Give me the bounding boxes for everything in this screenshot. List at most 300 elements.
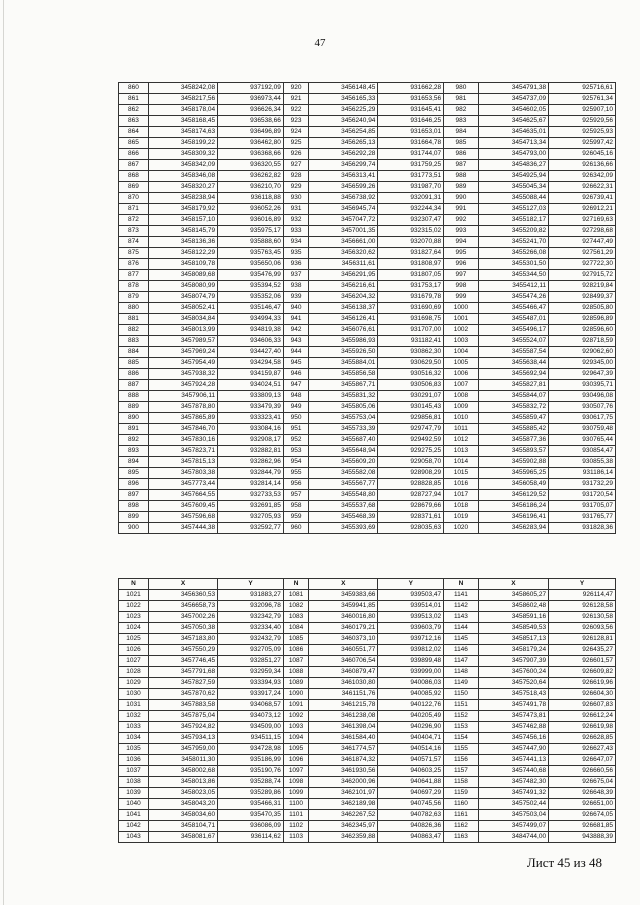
- y-coordinate-cell: 930506,83: [378, 380, 444, 391]
- x-coordinate-cell: 3458043,20: [148, 799, 217, 810]
- x-coordinate-cell: 3458199,22: [148, 138, 217, 149]
- x-coordinate-cell: 3457830,16: [148, 435, 217, 446]
- point-number-cell: 885: [119, 358, 149, 369]
- x-coordinate-cell: 3456204,32: [309, 292, 378, 303]
- y-coordinate-cell: 925997,42: [549, 138, 616, 149]
- x-coordinate-cell: 3456658,73: [148, 601, 217, 612]
- y-coordinate-cell: 940404,71: [378, 733, 444, 744]
- point-number-cell: 950: [283, 413, 308, 424]
- x-coordinate-cell: 3458346,08: [148, 171, 217, 182]
- y-coordinate-cell: 926612,24: [549, 711, 616, 722]
- point-number-cell: 891: [119, 424, 149, 435]
- table-row: [119, 281, 616, 292]
- y-coordinate-cell: 931679,78: [378, 292, 444, 303]
- x-coordinate-cell: 3454713,34: [478, 138, 548, 149]
- y-coordinate-cell: 926651,00: [549, 799, 616, 810]
- x-coordinate-cell: 3457491,32: [478, 788, 548, 799]
- x-coordinate-cell: 3457518,43: [478, 689, 548, 700]
- x-coordinate-cell: 3457907,39: [478, 656, 548, 667]
- point-number-cell: 955: [283, 468, 308, 479]
- column-header: Y: [549, 579, 616, 590]
- table-row: [119, 424, 616, 435]
- point-number-cell: 1147: [444, 656, 479, 667]
- x-coordinate-cell: 3457959,00: [148, 744, 217, 755]
- x-coordinate-cell: 3457878,80: [148, 402, 217, 413]
- table-row: [119, 590, 616, 601]
- x-coordinate-cell: 3457773,44: [148, 479, 217, 490]
- x-coordinate-cell: 3457503,04: [478, 810, 548, 821]
- table-row: [119, 336, 616, 347]
- x-coordinate-cell: 3456292,28: [309, 149, 378, 160]
- table-row: [119, 457, 616, 468]
- x-coordinate-cell: 3456945,74: [309, 204, 378, 215]
- column-header: Y: [378, 579, 444, 590]
- x-coordinate-cell: 3458080,99: [148, 281, 217, 292]
- point-number-cell: 877: [119, 270, 149, 281]
- x-coordinate-cell: 3459941,85: [309, 601, 378, 612]
- point-number-cell: 1089: [283, 678, 308, 689]
- point-number-cell: 1014: [444, 457, 479, 468]
- x-coordinate-cell: 3457924,28: [148, 380, 217, 391]
- point-number-cell: 1039: [119, 788, 149, 799]
- x-coordinate-cell: 3458591,16: [478, 612, 548, 623]
- y-coordinate-cell: 931753,17: [378, 281, 444, 292]
- table-row: [119, 777, 616, 788]
- point-number-cell: 876: [119, 259, 149, 270]
- x-coordinate-cell: 3457870,62: [148, 689, 217, 700]
- x-coordinate-cell: 3455827,81: [478, 380, 548, 391]
- table-row: [119, 292, 616, 303]
- table-row: [119, 667, 616, 678]
- point-number-cell: 1094: [283, 733, 308, 744]
- y-coordinate-cell: 933323,41: [218, 413, 284, 424]
- point-number-cell: 881: [119, 314, 149, 325]
- point-number-cell: 1157: [444, 766, 479, 777]
- point-number-cell: 982: [444, 105, 479, 116]
- point-number-cell: 953: [283, 446, 308, 457]
- point-number-cell: 920: [283, 83, 308, 94]
- y-coordinate-cell: 940571,57: [378, 755, 444, 766]
- y-coordinate-cell: 936052,26: [218, 204, 284, 215]
- point-number-cell: 865: [119, 138, 149, 149]
- x-coordinate-cell: 3455548,80: [309, 490, 378, 501]
- y-coordinate-cell: 931664,78: [378, 138, 444, 149]
- y-coordinate-cell: 932691,85: [218, 501, 284, 512]
- point-number-cell: 944: [283, 347, 308, 358]
- y-coordinate-cell: 925907,10: [549, 105, 616, 116]
- y-coordinate-cell: 935186,99: [218, 755, 284, 766]
- point-number-cell: 922: [283, 105, 308, 116]
- x-coordinate-cell: 3457827,59: [148, 678, 217, 689]
- point-number-cell: 1012: [444, 435, 479, 446]
- point-number-cell: 994: [444, 237, 479, 248]
- point-number-cell: 1101: [283, 810, 308, 821]
- point-number-cell: 900: [119, 523, 149, 534]
- point-number-cell: 925: [283, 138, 308, 149]
- x-coordinate-cell: 3457924,82: [148, 722, 217, 733]
- y-coordinate-cell: 936262,82: [218, 171, 284, 182]
- point-number-cell: 990: [444, 193, 479, 204]
- point-number-cell: 1161: [444, 810, 479, 821]
- column-header: X: [478, 579, 548, 590]
- x-coordinate-cell: 3455753,04: [309, 413, 378, 424]
- y-coordinate-cell: 928596,89: [549, 314, 616, 325]
- point-number-cell: 879: [119, 292, 149, 303]
- y-coordinate-cell: 940086,03: [378, 678, 444, 689]
- x-coordinate-cell: 3461774,57: [309, 744, 378, 755]
- point-number-cell: 1142: [444, 601, 479, 612]
- y-coordinate-cell: 926619,96: [549, 678, 616, 689]
- x-coordinate-cell: 3457989,57: [148, 336, 217, 347]
- y-coordinate-cell: 936496,89: [218, 127, 284, 138]
- point-number-cell: 1043: [119, 832, 149, 843]
- x-coordinate-cell: 3455893,57: [478, 446, 548, 457]
- y-coordinate-cell: 936368,66: [218, 149, 284, 160]
- x-coordinate-cell: 3461874,32: [309, 755, 378, 766]
- point-number-cell: 1018: [444, 501, 479, 512]
- x-coordinate-cell: 3455524,07: [478, 336, 548, 347]
- y-coordinate-cell: 932096,78: [218, 601, 284, 612]
- y-coordinate-cell: 935466,31: [218, 799, 284, 810]
- point-number-cell: 987: [444, 160, 479, 171]
- y-coordinate-cell: 935975,17: [218, 226, 284, 237]
- y-coordinate-cell: 935650,06: [218, 259, 284, 270]
- point-number-cell: 1090: [283, 689, 308, 700]
- point-number-cell: 940: [283, 303, 308, 314]
- x-coordinate-cell: 3455885,42: [478, 424, 548, 435]
- x-coordinate-cell: 3457600,24: [478, 667, 548, 678]
- point-number-cell: 996: [444, 259, 479, 270]
- y-coordinate-cell: 933809,13: [218, 391, 284, 402]
- x-coordinate-cell: 3460879,47: [309, 667, 378, 678]
- point-number-cell: 882: [119, 325, 149, 336]
- table-row: [119, 237, 616, 248]
- point-number-cell: 931: [283, 204, 308, 215]
- table-row: [119, 634, 616, 645]
- y-coordinate-cell: 943888,39: [549, 832, 616, 843]
- table-row: [119, 479, 616, 490]
- y-coordinate-cell: 932814,14: [218, 479, 284, 490]
- x-coordinate-cell: 3456599,26: [309, 182, 378, 193]
- point-number-cell: 1000: [444, 303, 479, 314]
- y-coordinate-cell: 929492,59: [378, 435, 444, 446]
- y-coordinate-cell: 926609,82: [549, 667, 616, 678]
- y-coordinate-cell: 935288,74: [218, 777, 284, 788]
- point-number-cell: 1005: [444, 358, 479, 369]
- point-number-cell: 946: [283, 369, 308, 380]
- point-number-cell: 985: [444, 138, 479, 149]
- x-coordinate-cell: 3457883,58: [148, 700, 217, 711]
- y-coordinate-cell: 931807,05: [378, 270, 444, 281]
- x-coordinate-cell: 3460016,80: [309, 612, 378, 623]
- point-number-cell: 1153: [444, 722, 479, 733]
- table-row: [119, 645, 616, 656]
- point-number-cell: 1160: [444, 799, 479, 810]
- y-coordinate-cell: 939899,48: [378, 656, 444, 667]
- point-number-cell: 1036: [119, 755, 149, 766]
- y-coordinate-cell: 935888,60: [218, 237, 284, 248]
- y-coordinate-cell: 936086,09: [218, 821, 284, 832]
- point-number-cell: 1103: [283, 832, 308, 843]
- x-coordinate-cell: 3458517,13: [478, 634, 548, 645]
- x-coordinate-cell: 3455344,50: [478, 270, 548, 281]
- point-number-cell: 873: [119, 226, 149, 237]
- table-row: [119, 149, 616, 160]
- x-coordinate-cell: 3460179,21: [309, 623, 378, 634]
- table-row: [119, 832, 616, 843]
- x-coordinate-cell: 3457969,24: [148, 347, 217, 358]
- point-number-cell: 1030: [119, 689, 149, 700]
- y-coordinate-cell: 936538,66: [218, 116, 284, 127]
- y-coordinate-cell: 926647,07: [549, 755, 616, 766]
- x-coordinate-cell: 3455884,01: [309, 358, 378, 369]
- point-number-cell: 934: [283, 237, 308, 248]
- coordinates-table-2: [118, 578, 616, 843]
- point-number-cell: 1010: [444, 413, 479, 424]
- point-number-cell: 1098: [283, 777, 308, 788]
- point-number-cell: 983: [444, 116, 479, 127]
- y-coordinate-cell: 931987,70: [378, 182, 444, 193]
- point-number-cell: 884: [119, 347, 149, 358]
- y-coordinate-cell: 928219,84: [549, 281, 616, 292]
- x-coordinate-cell: 3457906,11: [148, 391, 217, 402]
- y-coordinate-cell: 931186,14: [549, 468, 616, 479]
- y-coordinate-cell: 935289,86: [218, 788, 284, 799]
- y-coordinate-cell: 928596,60: [549, 325, 616, 336]
- point-number-cell: 890: [119, 413, 149, 424]
- point-number-cell: 939: [283, 292, 308, 303]
- x-coordinate-cell: 3458002,68: [148, 766, 217, 777]
- point-number-cell: 866: [119, 149, 149, 160]
- y-coordinate-cell: 932244,34: [378, 204, 444, 215]
- x-coordinate-cell: 3458122,29: [148, 248, 217, 259]
- point-number-cell: 1002: [444, 325, 479, 336]
- y-coordinate-cell: 940603,25: [378, 766, 444, 777]
- y-coordinate-cell: 930617,75: [549, 413, 616, 424]
- y-coordinate-cell: 932342,79: [218, 612, 284, 623]
- y-coordinate-cell: 930629,50: [378, 358, 444, 369]
- coordinates-table-2-body: [119, 590, 616, 843]
- x-coordinate-cell: 3455587,54: [478, 347, 548, 358]
- x-coordinate-cell: 3458109,78: [148, 259, 217, 270]
- x-coordinate-cell: 3455856,58: [309, 369, 378, 380]
- y-coordinate-cell: 928371,61: [378, 512, 444, 523]
- y-coordinate-cell: 934024,51: [218, 380, 284, 391]
- x-coordinate-cell: 3458104,71: [148, 821, 217, 832]
- x-coordinate-cell: 3462101,97: [309, 788, 378, 799]
- point-number-cell: 993: [444, 226, 479, 237]
- x-coordinate-cell: 3458242,08: [148, 83, 217, 94]
- point-number-cell: 861: [119, 94, 149, 105]
- y-coordinate-cell: 939999,00: [378, 667, 444, 678]
- point-number-cell: 999: [444, 292, 479, 303]
- x-coordinate-cell: 3455687,40: [309, 435, 378, 446]
- y-coordinate-cell: 935476,99: [218, 270, 284, 281]
- x-coordinate-cell: 3455045,34: [478, 182, 548, 193]
- point-number-cell: 870: [119, 193, 149, 204]
- y-coordinate-cell: 931645,41: [378, 105, 444, 116]
- y-coordinate-cell: 930854,47: [549, 446, 616, 457]
- point-number-cell: 937: [283, 270, 308, 281]
- y-coordinate-cell: 940697,29: [378, 788, 444, 799]
- y-coordinate-cell: 926648,39: [549, 788, 616, 799]
- y-coordinate-cell: 927298,68: [549, 226, 616, 237]
- y-coordinate-cell: 934606,33: [218, 336, 284, 347]
- x-coordinate-cell: 3458034,84: [148, 314, 217, 325]
- point-number-cell: 1029: [119, 678, 149, 689]
- x-coordinate-cell: 3457499,07: [478, 821, 548, 832]
- y-coordinate-cell: 936973,44: [218, 94, 284, 105]
- x-coordinate-cell: 3455127,03: [478, 204, 548, 215]
- x-coordinate-cell: 3457440,68: [478, 766, 548, 777]
- table-row: [119, 226, 616, 237]
- y-coordinate-cell: 930507,76: [549, 402, 616, 413]
- point-number-cell: 1154: [444, 733, 479, 744]
- point-number-cell: 1143: [444, 612, 479, 623]
- point-number-cell: 897: [119, 490, 149, 501]
- point-number-cell: 860: [119, 83, 149, 94]
- column-header: N: [283, 579, 308, 590]
- table-row: [119, 501, 616, 512]
- point-number-cell: 864: [119, 127, 149, 138]
- point-number-cell: 1148: [444, 667, 479, 678]
- y-coordinate-cell: 931662,28: [378, 83, 444, 94]
- x-coordinate-cell: 3458011,30: [148, 755, 217, 766]
- x-coordinate-cell: 3457050,38: [148, 623, 217, 634]
- x-coordinate-cell: 3454602,05: [478, 105, 548, 116]
- y-coordinate-cell: 927447,49: [549, 237, 616, 248]
- point-number-cell: 1082: [283, 601, 308, 612]
- point-number-cell: 1151: [444, 700, 479, 711]
- x-coordinate-cell: 3457447,90: [478, 744, 548, 755]
- point-number-cell: 1007: [444, 380, 479, 391]
- column-header: N: [119, 579, 149, 590]
- table-row: [119, 171, 616, 182]
- x-coordinate-cell: 3458034,60: [148, 810, 217, 821]
- x-coordinate-cell: 3455965,25: [478, 468, 548, 479]
- table-row: [119, 402, 616, 413]
- x-coordinate-cell: 3455692,94: [478, 369, 548, 380]
- table-row: [119, 733, 616, 744]
- y-coordinate-cell: 934068,57: [218, 700, 284, 711]
- point-number-cell: 898: [119, 501, 149, 512]
- y-coordinate-cell: 931827,64: [378, 248, 444, 259]
- x-coordinate-cell: 3455805,06: [309, 402, 378, 413]
- point-number-cell: 943: [283, 336, 308, 347]
- y-coordinate-cell: 928908,29: [378, 468, 444, 479]
- table-row: [119, 94, 616, 105]
- point-number-cell: 952: [283, 435, 308, 446]
- point-number-cell: 868: [119, 171, 149, 182]
- point-number-cell: 992: [444, 215, 479, 226]
- x-coordinate-cell: 3462345,97: [309, 821, 378, 832]
- point-number-cell: 928: [283, 171, 308, 182]
- point-number-cell: 924: [283, 127, 308, 138]
- y-coordinate-cell: 928679,66: [378, 501, 444, 512]
- x-coordinate-cell: 3457803,38: [148, 468, 217, 479]
- x-coordinate-cell: 3458179,92: [148, 204, 217, 215]
- x-coordinate-cell: 3456311,61: [309, 259, 378, 270]
- point-number-cell: 986: [444, 149, 479, 160]
- point-number-cell: 1095: [283, 744, 308, 755]
- y-coordinate-cell: 935763,45: [218, 248, 284, 259]
- point-number-cell: 1085: [283, 634, 308, 645]
- point-number-cell: 1042: [119, 821, 149, 832]
- x-coordinate-cell: 3455582,08: [309, 468, 378, 479]
- coordinates-table-1: [118, 82, 616, 534]
- x-coordinate-cell: 3456254,85: [309, 127, 378, 138]
- y-coordinate-cell: 939603,79: [378, 623, 444, 634]
- point-number-cell: 954: [283, 457, 308, 468]
- x-coordinate-cell: 3456360,53: [148, 590, 217, 601]
- point-number-cell: 947: [283, 380, 308, 391]
- y-coordinate-cell: 935394,52: [218, 281, 284, 292]
- y-coordinate-cell: 930862,30: [378, 347, 444, 358]
- x-coordinate-cell: 3456283,94: [478, 523, 548, 534]
- point-number-cell: 1011: [444, 424, 479, 435]
- y-coordinate-cell: 926622,31: [549, 182, 616, 193]
- x-coordinate-cell: 3457875,04: [148, 711, 217, 722]
- x-coordinate-cell: 3458238,94: [148, 193, 217, 204]
- y-coordinate-cell: 925716,61: [549, 83, 616, 94]
- y-coordinate-cell: 929747,79: [378, 424, 444, 435]
- x-coordinate-cell: 3458013,99: [148, 325, 217, 336]
- point-number-cell: 932: [283, 215, 308, 226]
- point-number-cell: 998: [444, 281, 479, 292]
- y-coordinate-cell: 931773,51: [378, 171, 444, 182]
- y-coordinate-cell: 940085,92: [378, 689, 444, 700]
- point-number-cell: 1025: [119, 634, 149, 645]
- y-coordinate-cell: 939712,16: [378, 634, 444, 645]
- x-coordinate-cell: 3461151,76: [309, 689, 378, 700]
- y-coordinate-cell: 928505,80: [549, 303, 616, 314]
- table-row: [119, 689, 616, 700]
- x-coordinate-cell: 3458145,79: [148, 226, 217, 237]
- table-row: [119, 380, 616, 391]
- table-row: [119, 523, 616, 534]
- x-coordinate-cell: 3456661,00: [309, 237, 378, 248]
- point-number-cell: 874: [119, 237, 149, 248]
- table-row: [119, 347, 616, 358]
- y-coordinate-cell: 926128,58: [549, 601, 616, 612]
- x-coordinate-cell: 3456138,37: [309, 303, 378, 314]
- table-row: [119, 182, 616, 193]
- x-coordinate-cell: 3455474,26: [478, 292, 548, 303]
- y-coordinate-cell: 937192,09: [218, 83, 284, 94]
- point-number-cell: 1084: [283, 623, 308, 634]
- point-number-cell: 1159: [444, 788, 479, 799]
- point-number-cell: 888: [119, 391, 149, 402]
- point-number-cell: 887: [119, 380, 149, 391]
- x-coordinate-cell: 3457954,49: [148, 358, 217, 369]
- y-coordinate-cell: 932705,09: [218, 645, 284, 656]
- y-coordinate-cell: 932733,53: [218, 490, 284, 501]
- point-number-cell: 1037: [119, 766, 149, 777]
- point-number-cell: 1156: [444, 755, 479, 766]
- x-coordinate-cell: 3456196,41: [478, 512, 548, 523]
- table-row: [119, 711, 616, 722]
- x-coordinate-cell: 3457865,89: [148, 413, 217, 424]
- point-number-cell: 1003: [444, 336, 479, 347]
- y-coordinate-cell: 931759,25: [378, 160, 444, 171]
- x-coordinate-cell: 3461030,80: [309, 678, 378, 689]
- coordinates-table-1-body: [119, 83, 616, 534]
- y-coordinate-cell: 939513,02: [378, 612, 444, 623]
- x-coordinate-cell: 3457664,55: [148, 490, 217, 501]
- point-number-cell: 880: [119, 303, 149, 314]
- x-coordinate-cell: 3455487,01: [478, 314, 548, 325]
- x-coordinate-cell: 3454625,67: [478, 116, 548, 127]
